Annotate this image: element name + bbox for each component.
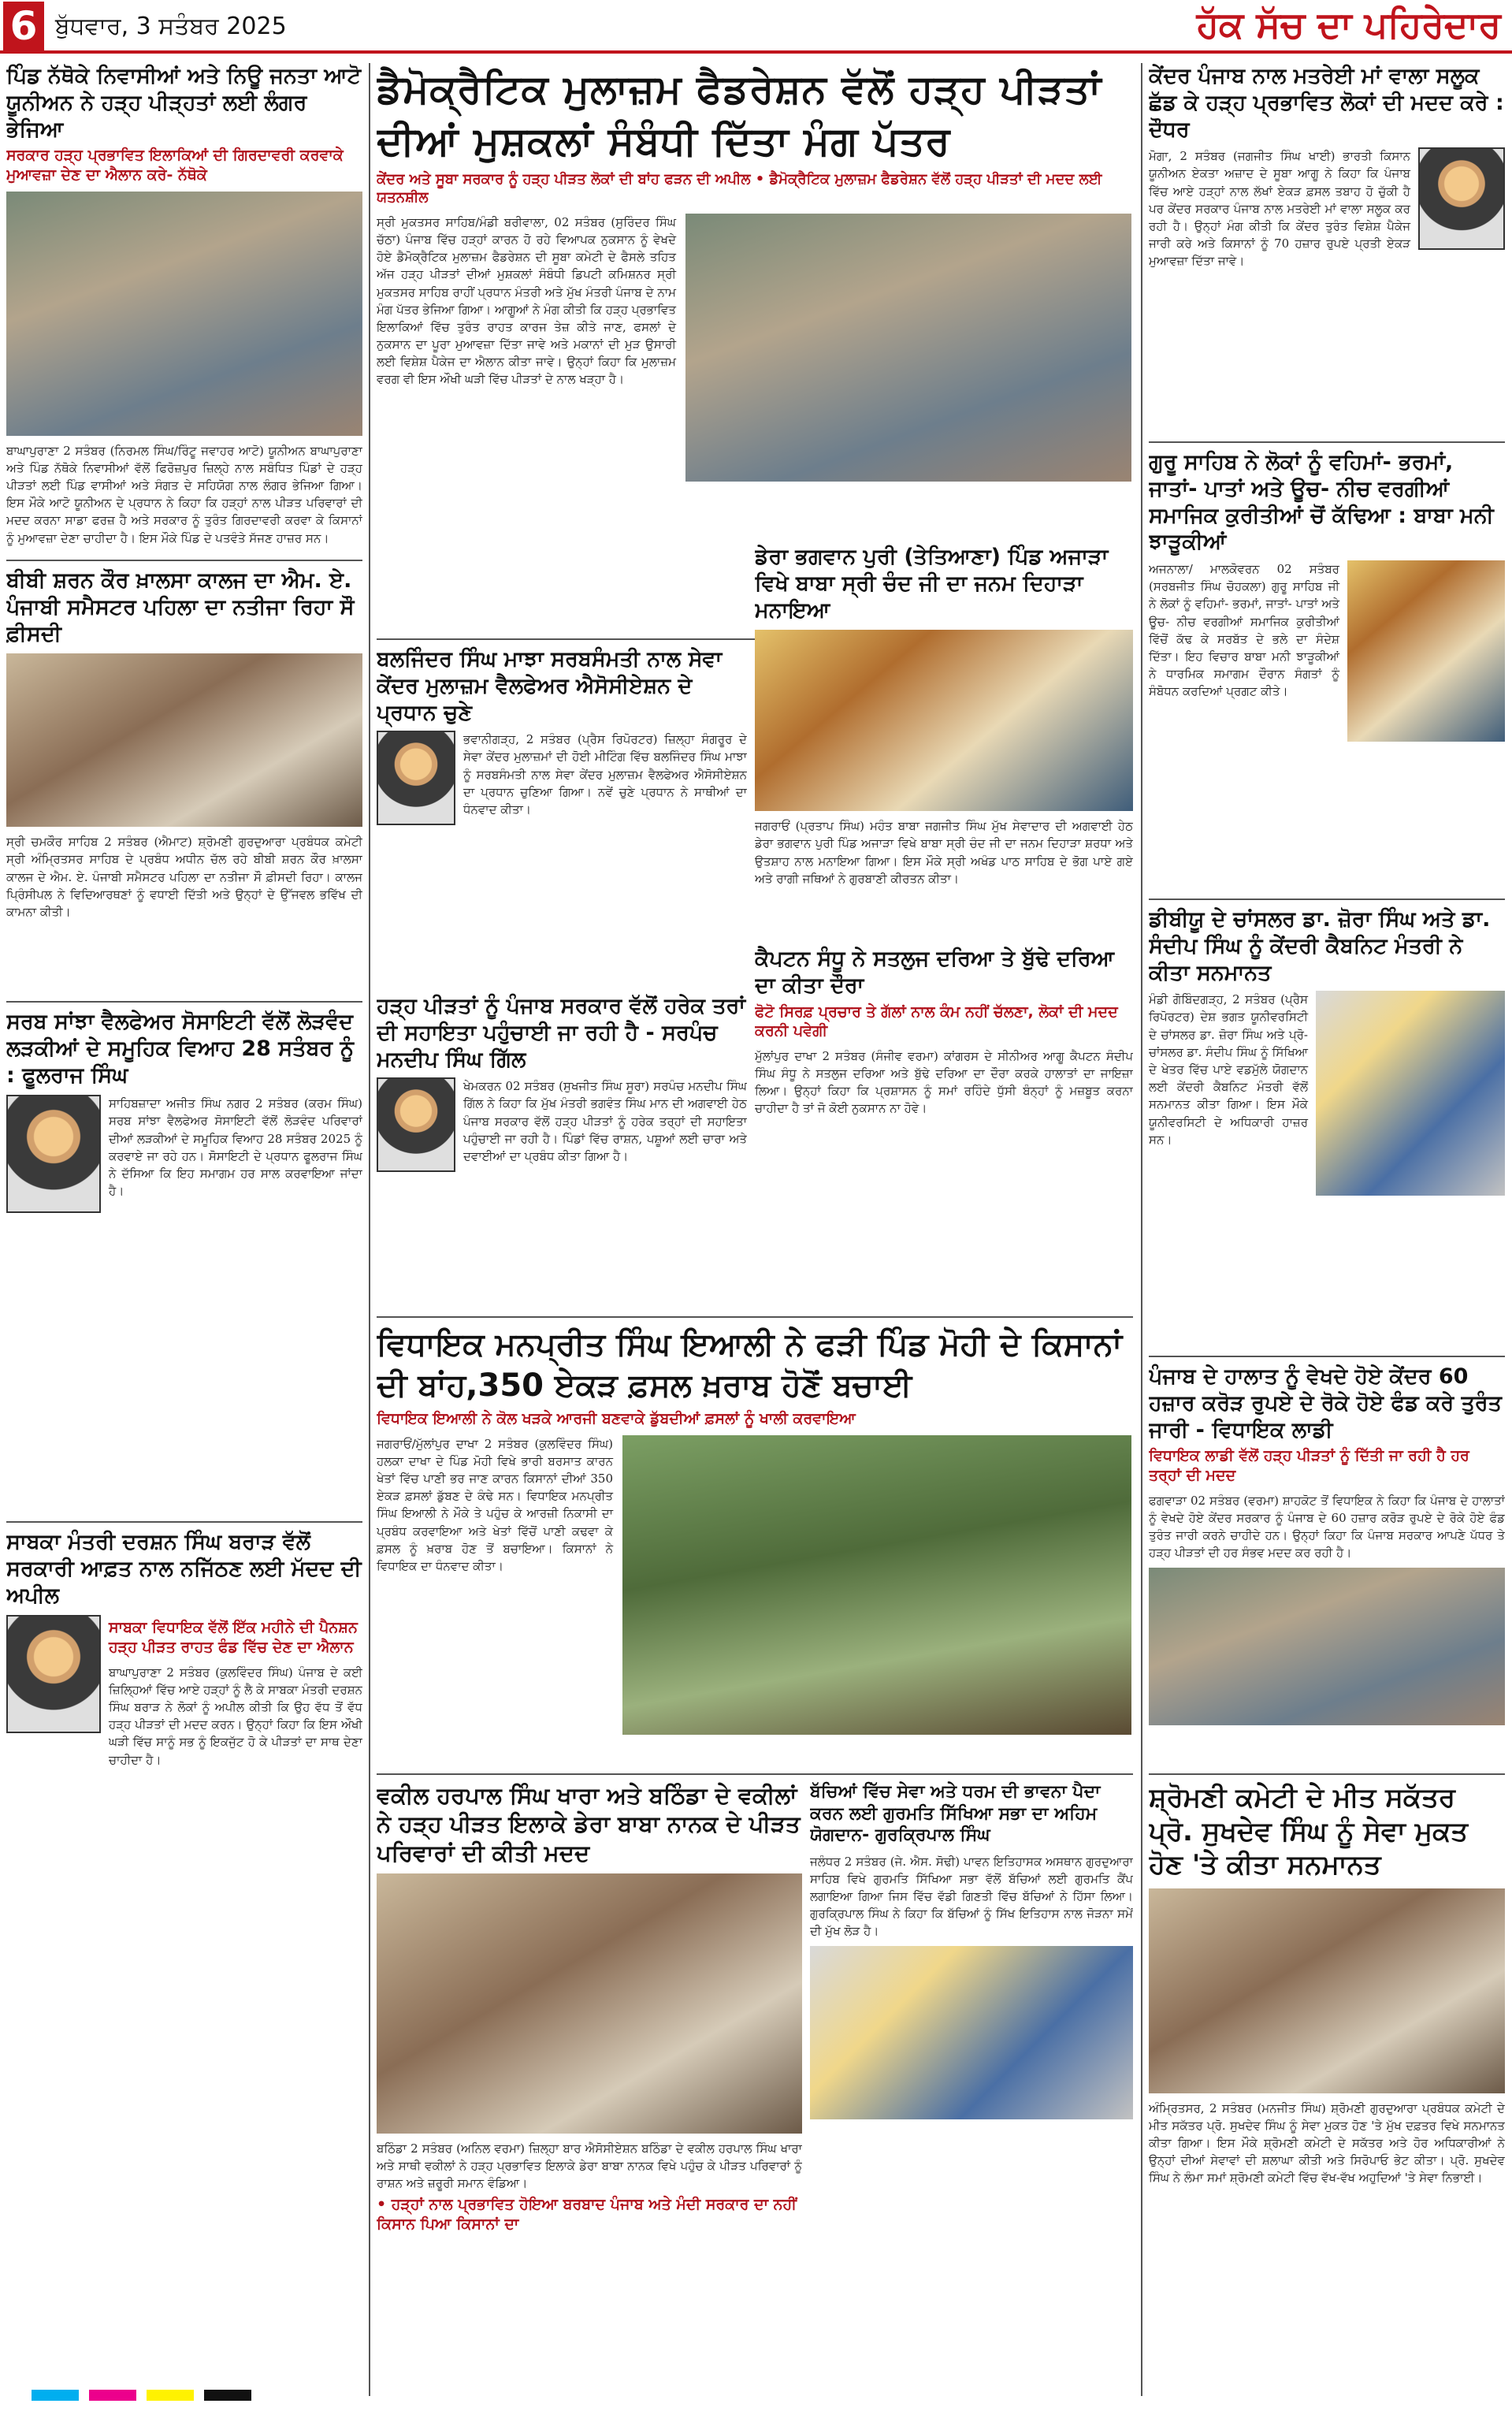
article-guru-sahib bbox=[1149, 449, 1505, 891]
headline: ਪਿੰਡ ਨੱਥੋਕੇ ਨਿਵਾਸੀਆਂ ਅਤੇ ਨਿਊ ਜਨਤਾ ਆਟੋ ਯੂਨੀਅਨ ਨੇ ਹੜ੍ਹ ਪੀੜ੍ਹਤਾਂ ਲਈ ਲੰਗਰ ਭੇਜਿਆ bbox=[6, 64, 362, 142]
newspaper-brand: ਹੱਕ ਸੱਚ ਦਾ ਪਹਿਰੇਦਾਰ bbox=[1196, 3, 1501, 46]
cyan-mark bbox=[32, 2390, 79, 2401]
article-body: ਖੇਮਕਰਨ 02 ਸਤੰਬਰ (ਸੁਖਜੀਤ ਸਿੰਘ ਸੂਰਾ) ਸਰਪੰਚ ਮਨਦੀਪ ਸਿੰਘ ਗਿੱਲ ਨੇ ਕਿਹਾ ਕਿ ਮੁੱਖ ਮੰਤਰੀ ਭਗਵੰਤ ਸਿੰਘ ਮਾਨ ਦੀ ਅਗਵਾਈ ਹੇਠ ਪੰਜਾਬ ਸਰਕਾਰ ਵੱਲੋਂ ਹੜ੍ਹ ਪੀੜਤਾਂ ਨੂੰ ਹਰੇਕ ਤਰ੍ਹਾਂ ਦੀ ਸਹਾਇਤਾ ਪਹੁੰਚਾਈ ਜਾ ਰਹੀ ਹੈ। ਪਿੰਡਾਂ ਵਿੱਚ ਰਾਸ਼ਨ, ਪਸ਼ੂਆਂ ਲਈ ਚਾਰਾ ਅਤੇ ਦਵਾਈਆਂ ਦਾ ਪ੍ਰਬੰਧ ਕੀਤਾ ਗਿਆ ਹੈ। bbox=[463, 1079, 747, 1163]
article-centre-stepmother bbox=[1149, 63, 1505, 433]
divider bbox=[6, 560, 362, 561]
article-body: ਅੰਮ੍ਰਿਤਸਰ, 2 ਸਤੰਬਰ (ਮਨਜੀਤ ਸਿੰਘ) ਸ਼੍ਰੋਮਣੀ ਗੁਰਦੁਆਰਾ ਪ੍ਰਬੰਧਕ ਕਮੇਟੀ ਦੇ ਮੀਤ ਸਕੱਤਰ ਪ੍ਰੋ. ਸੁਖਦੇਵ ਸਿੰਘ ਨੂੰ ਸੇਵਾ ਮੁਕਤ ਹੋਣ 'ਤੇ ਮੁੱਖ ਦਫ਼ਤਰ ਵਿਖੇ ਸਨਮਾਨਤ ਕੀਤਾ ਗਿਆ। ਇਸ ਮੌਕੇ ਸ਼੍ਰੋਮਣੀ ਕਮੇਟੀ ਦੇ ਸਕੱਤਰ ਅਤੇ ਹੋਰ ਅਧਿਕਾਰੀਆਂ ਨੇ ਉਨ੍ਹਾਂ ਦੀਆਂ ਸੇਵਾਵਾਂ ਦੀ ਸ਼ਲਾਘਾ ਕੀਤੀ ਅਤੇ ਸਿਰੋਪਾਓ ਭੇਟ ਕੀਤਾ। ਪ੍ਰੋ. ਸੁਖਦੇਵ ਸਿੰਘ ਨੇ ਲੰਮਾ ਸਮਾਂ ਸ਼੍ਰੋਮਣੀ ਕਮੇਟੀ ਵਿੱਚ ਵੱਖ-ਵੱਖ ਅਹੁਦਿਆਂ 'ਤੇ ਸੇਵਾ ਨਿਭਾਈ। bbox=[1149, 2100, 1505, 2186]
news-photo bbox=[1149, 1888, 1505, 2093]
headline: ਸਾਬਕਾ ਮੰਤਰੀ ਦਰਸ਼ਨ ਸਿੰਘ ਬਰਾੜ ਵੱਲੋਂ ਸਰਕਾਰੀ ਆਫ਼ਤ ਨਾਲ ਨਜਿੱਠਣ ਲਈ ਮੱਦਦ ਦੀ ਅਪੀਲ bbox=[6, 1530, 362, 1608]
subheadline: ਕੇਂਦਰ ਅਤੇ ਸੂਬਾ ਸਰਕਾਰ ਨੂੰ ਹੜ੍ਹ ਪੀੜਤ ਲੋਕਾਂ ਦੀ ਬਾਂਹ ਫੜਨ ਦੀ ਅਪੀਲ • ਡੈਮੋਕ੍ਰੈਟਿਕ ਮੁਲਾਜ਼ਮ ਫੈਡਰੇਸ਼ਨ ਵੱਲੋਂ ਹੜ੍ਹ ਪੀੜਤਾਂ ਦੀ ਮਦਦ ਲਈ ਯਤਨਸ਼ੀਲ bbox=[377, 171, 1102, 206]
headline: ਪੰਜਾਬ ਦੇ ਹਾਲਾਤ ਨੂੰ ਵੇਖਦੇ ਹੋਏ ਕੇਂਦਰ 60 ਹਜ਼ਾਰ ਕਰੋੜ ਰੁਪਏ ਦੇ ਰੋਕੇ ਹੋਏ ਫੰਡ ਕਰੇ ਤੁਰੰਤ ਜਾਰੀ - ਵਿਧਾਇਕ ਲਾਡੀ bbox=[1149, 1364, 1502, 1442]
article-mass-wedding bbox=[6, 1009, 362, 1513]
article-body: ਮੋਗਾ, 2 ਸਤੰਬਰ (ਜਗਜੀਤ ਸਿੰਘ ਖਾਈ) ਭਾਰਤੀ ਕਿਸਾਨ ਯੂਨੀਅਨ ਏਕਤਾ ਅਜ਼ਾਦ ਦੇ ਸੂਬਾ ਆਗੂ ਨੇ ਕਿਹਾ ਕਿ ਪੰਜਾਬ ਵਿੱਚ ਆਏ ਹੜ੍ਹਾਂ ਨਾਲ ਲੱਖਾਂ ਏਕੜ ਫ਼ਸਲ ਤਬਾਹ ਹੋ ਚੁੱਕੀ ਹੈ ਪਰ ਕੇਂਦਰ ਸਰਕਾਰ ਪੰਜਾਬ ਨਾਲ ਮਤਰੇਈ ਮਾਂ ਵਾਲਾ ਸਲੂਕ ਕਰ ਰਹੀ ਹੈ। ਉਨ੍ਹਾਂ ਮੰਗ ਕੀਤੀ ਕਿ ਕੇਂਦਰ ਤੁਰੰਤ ਵਿਸ਼ੇਸ਼ ਪੈਕੇਜ ਜਾਰੀ ਕਰੇ ਅਤੇ ਕਿਸਾਨਾਂ ਨੂੰ 70 ਹਜ਼ਾਰ ਰੁਪਏ ਪ੍ਰਤੀ ਏਕੜ ਮੁਆਵਜ਼ਾ ਦਿੱਤਾ ਜਾਵੇ। bbox=[1149, 149, 1410, 269]
article-body: ਜਗਰਾਓਂ (ਪ੍ਰਤਾਪ ਸਿੰਘ) ਮਹੰਤ ਬਾਬਾ ਜਗਜੀਤ ਸਿੰਘ ਮੁੱਖ ਸੇਵਾਦਾਰ ਦੀ ਅਗਵਾਈ ਹੇਠ ਡੇਰਾ ਭਗਵਾਨ ਪੁਰੀ ਪਿੰਡ ਅਜਾੜਾ ਵਿਖੇ ਬਾਬਾ ਸ੍ਰੀ ਚੰਦ ਜੀ ਦਾ ਜਨਮ ਦਿਹਾੜਾ ਸ਼ਰਧਾ ਅਤੇ ਉਤਸ਼ਾਹ ਨਾਲ ਮਨਾਇਆ ਗਿਆ। ਇਸ ਮੌਕੇ ਸ੍ਰੀ ਅਖੰਡ ਪਾਠ ਸਾਹਿਬ ਦੇ ਭੋਗ ਪਾਏ ਗਏ ਅਤੇ ਰਾਗੀ ਜਥਿਆਂ ਨੇ ਗੁਰਬਾਣੀ ਕੀਰਤਨ ਕੀਤਾ। bbox=[755, 819, 1133, 886]
headline: ਸਰਬ ਸਾਂਝਾ ਵੈਲਫੇਅਰ ਸੋਸਾਇਟੀ ਵੱਲੋਂ ਲੋੜਵੰਦ ਲੜਕੀਆਂ ਦੇ ਸਮੂਹਿਕ ਵਿਆਹ 28 ਸਤੰਬਰ ਨੂੰ : ਫੂਲਰਾਜ ਸਿੰਘ bbox=[6, 1010, 355, 1088]
divider bbox=[6, 1001, 362, 1003]
masthead bbox=[0, 0, 1512, 54]
headline: ਬੀਬੀ ਸ਼ਰਨ ਕੌਰ ਖ਼ਾਲਸਾ ਕਾਲਜ ਦਾ ਐਮ. ਏ. ਪੰਜਾਬੀ ਸਮੈਸਟਰ ਪਹਿਲਾ ਦਾ ਨਤੀਜਾ ਰਿਹਾ ਸੌ ਫ਼ੀਸਦੀ bbox=[6, 568, 355, 646]
black-mark bbox=[204, 2390, 251, 2401]
news-photo bbox=[6, 192, 362, 436]
news-photo bbox=[6, 653, 362, 827]
subheadline: ਸਾਬਕਾ ਵਿਧਾਇਕ ਵੱਲੋਂ ਇੱਕ ਮਹੀਨੇ ਦੀ ਪੈਨਸ਼ਨ ਹੜ੍ਹ ਪੀੜਤ ਰਾਹਤ ਫੰਡ ਵਿੱਚ ਦੇਣ ਦਾ ਐਲਾਨ bbox=[109, 1619, 358, 1656]
article-gurmat-sabha bbox=[810, 1781, 1133, 2396]
divider bbox=[377, 1773, 1133, 1775]
divider bbox=[1149, 1773, 1505, 1775]
news-photo bbox=[755, 630, 1133, 811]
lead-headline: ਡੈਮੋਕ੍ਰੈਟਿਕ ਮੁਲਾਜ਼ਮ ਫੈਡਰੇਸ਼ਨ ਵੱਲੋਂ ਹੜ੍ਹ ਪੀੜਤਾਂ ਦੀਆਂ ਮੁਸ਼ਕਲਾਂ ਸੰਬੰਧੀ ਦਿੱਤਾ ਮੰਗ ਪੱਤਰ bbox=[377, 66, 1102, 164]
news-photo bbox=[685, 214, 1131, 482]
news-photo bbox=[377, 1873, 802, 2134]
page-number: 6 bbox=[3, 2, 44, 50]
article-body: ਮੰਡੀ ਗੋਬਿੰਦਗੜ੍ਹ, 2 ਸਤੰਬਰ (ਪ੍ਰੈਸ ਰਿਪੋਰਟਰ) ਦੇਸ਼ ਭਗਤ ਯੂਨੀਵਰਸਿਟੀ ਦੇ ਚਾਂਸਲਰ ਡਾ. ਜ਼ੋਰਾ ਸਿੰਘ ਅਤੇ ਪ੍ਰੋ-ਚਾਂਸਲਰ ਡਾ. ਸੰਦੀਪ ਸਿੰਘ ਨੂੰ ਸਿੱਖਿਆ ਦੇ ਖੇਤਰ ਵਿੱਚ ਪਾਏ ਵਡਮੁੱਲੇ ਯੋਗਦਾਨ ਲਈ ਕੇਂਦਰੀ ਕੈਬਨਿਟ ਮੰਤਰੀ ਵੱਲੋਂ ਸਨਮਾਨਤ ਕੀਤਾ ਗਿਆ। ਇਸ ਮੌਕੇ ਯੂਨੀਵਰਸਿਟੀ ਦੇ ਅਧਿਕਾਰੀ ਹਾਜ਼ਰ ਸਨ। bbox=[1149, 992, 1308, 1147]
article-college-result bbox=[6, 567, 362, 993]
article-body: ਸ੍ਰੀ ਮੁਕਤਸਰ ਸਾਹਿਬ/ਮੰਡੀ ਬਰੀਵਾਲਾ, 02 ਸਤੰਬਰ (ਸੁਰਿੰਦਰ ਸਿੰਘ ਚੱਠਾ) ਪੰਜਾਬ ਵਿੱਚ ਹੜ੍ਹਾਂ ਕਾਰਨ ਹੋ ਰਹੇ ਵਿਆਪਕ ਨੁਕਸਾਨ ਨੂੰ ਵੇਖਦੇ ਹੋਏ ਡੈਮੋਕ੍ਰੈਟਿਕ ਮੁਲਾਜ਼ਮ ਫੈਡਰੇਸ਼ਨ ਦੀ ਸੂਬਾ ਕਮੇਟੀ ਦੇ ਫੈਸਲੇ ਤਹਿਤ ਅੱਜ ਹੜ੍ਹ ਪੀੜਤਾਂ ਦੀਆਂ ਮੁਸ਼ਕਲਾਂ ਸੰਬੰਧੀ ਡਿਪਟੀ ਕਮਿਸ਼ਨਰ ਸ੍ਰੀ ਮੁਕਤਸਰ ਸਾਹਿਬ ਰਾਹੀਂ ਪ੍ਰਧਾਨ ਮੰਤਰੀ ਅਤੇ ਮੁੱਖ ਮੰਤਰੀ ਪੰਜਾਬ ਦੇ ਨਾਮ ਮੰਗ ਪੱਤਰ ਭੇਜਿਆ ਗਿਆ। ਆਗੂਆਂ ਨੇ ਮੰਗ ਕੀਤੀ ਕਿ ਹੜ੍ਹ ਪ੍ਰਭਾਵਿਤ ਇਲਾਕਿਆਂ ਵਿੱਚ ਤੁਰੰਤ ਰਾਹਤ ਕਾਰਜ ਤੇਜ਼ ਕੀਤੇ ਜਾਣ, ਫਸਲਾਂ ਦੇ ਨੁਕਸਾਨ ਦਾ ਪੂਰਾ ਮੁਆਵਜ਼ਾ ਦਿੱਤਾ ਜਾਵੇ ਅਤੇ ਮਕਾਨਾਂ ਦੀ ਮੁੜ ਉਸਾਰੀ ਲਈ ਵਿਸ਼ੇਸ਼ ਪੈਕੇਜ ਦਾ ਐਲਾਨ ਕੀਤਾ ਜਾਵੇ। ਉਨ੍ਹਾਂ ਕਿਹਾ ਕਿ ਮੁਲਾਜ਼ਮ ਵਰਗ ਵੀ ਇਸ ਔਖੀ ਘੜੀ ਵਿੱਚ ਪੀੜਤਾਂ ਦੇ ਨਾਲ ਖੜ੍ਹਾ ਹੈ। bbox=[377, 214, 676, 387]
divider bbox=[1149, 441, 1505, 443]
article-baba-sri-chand bbox=[755, 544, 1133, 938]
article-body: ਬਾਘਾਪੁਰਾਣਾ 2 ਸਤੰਬਰ (ਨਿਰਮਲ ਸਿੰਘ/ਰਿੰਟੂ ਜਵਾਹਰ ਆਟੋ) ਯੂਨੀਅਨ ਬਾਘਾਪੁਰਾਣਾ ਅਤੇ ਪਿੰਡ ਨੱਥੋਕੇ ਨਿਵਾਸੀਆਂ ਵੱਲੋਂ ਫਿਰੋਜ਼ਪੁਰ ਜ਼ਿਲ੍ਹੇ ਨਾਲ ਸਬੰਧਿਤ ਪਿੰਡਾਂ ਦੇ ਹੜ੍ਹ ਪੀੜਤਾਂ ਲਈ ਪਿੰਡ ਵਾਸੀਆਂ ਅਤੇ ਸੰਗਤ ਦੇ ਸਹਿਯੋਗ ਨਾਲ ਲੰਗਰ ਭੇਜਿਆ ਗਿਆ। ਇਸ ਮੌਕੇ ਆਟੋ ਯੂਨੀਅਨ ਦੇ ਪ੍ਰਧਾਨ ਨੇ ਕਿਹਾ ਕਿ ਹੜ੍ਹਾਂ ਨਾਲ ਪੀੜਤ ਪਰਿਵਾਰਾਂ ਦੀ ਮਦਦ ਕਰਨਾ ਸਾਡਾ ਫਰਜ਼ ਹੈ ਅਤੇ ਸਰਕਾਰ ਨੂੰ ਤੁਰੰਤ ਗਿਰਦਾਵਰੀ ਕਰਵਾ ਕੇ ਕਿਸਾਨਾਂ ਨੂੰ ਮੁਆਵਜ਼ਾ ਦੇਣਾ ਚਾਹੀਦਾ ਹੈ। ਇਸ ਮੌਕੇ ਪਿੰਡ ਦੇ ਪਤਵੰਤੇ ਸੱਜਣ ਹਾਜ਼ਰ ਸਨ। bbox=[6, 443, 362, 545]
issue-date: ਬੁੱਧਵਾਰ, 3 ਸਤੰਬਰ 2025 bbox=[55, 13, 287, 40]
headline: ਡੀਬੀਯੂ ਦੇ ਚਾਂਸਲਰ ਡਾ. ਜ਼ੋਰਾ ਸਿੰਘ ਅਤੇ ਡਾ. ਸੰਦੀਪ ਸਿੰਘ ਨੂੰ ਕੇਂਦਰੀ ਕੈਬਨਿਟ ਮੰਤਰੀ ਨੇ ਕੀਤਾ ਸਨਮਾਨਤ bbox=[1149, 907, 1491, 985]
article-mla-ayali bbox=[377, 1324, 1133, 1765]
headline: ਕੈਪਟਨ ਸੰਧੂ ਨੇ ਸਤਲੁਜ ਦਰਿਆ ਤੇ ਬੁੱਢੇ ਦਰਿਆ ਦਾ ਕੀਤਾ ਦੌਰਾ bbox=[755, 947, 1114, 998]
yellow-mark bbox=[147, 2390, 194, 2401]
article-body: ਜਲੰਧਰ 2 ਸਤੰਬਰ (ਜੇ. ਐਸ. ਸੋਢੀ) ਪਾਵਨ ਇਤਿਹਾਸਕ ਅਸਥਾਨ ਗੁਰਦੁਆਰਾ ਸਾਹਿਬ ਵਿਖੇ ਗੁਰਮਤਿ ਸਿੱਖਿਆ ਸਭਾ ਵੱਲੋਂ ਬੱਚਿਆਂ ਲਈ ਗੁਰਮਤਿ ਕੈਂਪ ਲਗਾਇਆ ਗਿਆ ਜਿਸ ਵਿੱਚ ਵੱਡੀ ਗਿਣਤੀ ਵਿੱਚ ਬੱਚਿਆਂ ਨੇ ਹਿੱਸਾ ਲਿਆ। ਗੁਰਕ੍ਰਿਪਾਲ ਸਿੰਘ ਨੇ ਕਿਹਾ ਕਿ ਬੱਚਿਆਂ ਨੂੰ ਸਿੱਖ ਇਤਿਹਾਸ ਨਾਲ ਜੋੜਨਾ ਸਮੇਂ ਦੀ ਮੁੱਖ ਲੋੜ ਹੈ। bbox=[810, 1854, 1133, 1939]
article-body: ਜਗਰਾਓਂ/ਮੁੱਲਾਂਪੁਰ ਦਾਖਾ 2 ਸਤੰਬਰ (ਕੁਲਵਿੰਦਰ ਸਿੰਘ) ਹਲਕਾ ਦਾਖਾ ਦੇ ਪਿੰਡ ਮੋਹੀ ਵਿਖੇ ਭਾਰੀ ਬਰਸਾਤ ਕਾਰਨ ਖੇਤਾਂ ਵਿੱਚ ਪਾਣੀ ਭਰ ਜਾਣ ਕਾਰਨ ਕਿਸਾਨਾਂ ਦੀਆਂ 350 ਏਕੜ ਫ਼ਸਲਾਂ ਡੁੱਬਣ ਦੇ ਕੰਢੇ ਸਨ। ਵਿਧਾਇਕ ਮਨਪ੍ਰੀਤ ਸਿੰਘ ਇਆਲੀ ਨੇ ਮੌਕੇ ਤੇ ਪਹੁੰਚ ਕੇ ਆਰਜ਼ੀ ਨਿਕਾਸੀ ਦਾ ਪ੍ਰਬੰਧ ਕਰਵਾਇਆ ਅਤੇ ਖੇਤਾਂ ਵਿੱਚੋਂ ਪਾਣੀ ਕਢਵਾ ਕੇ ਫ਼ਸਲ ਨੂੰ ਖ਼ਰਾਬ ਹੋਣ ਤੋਂ ਬਚਾਇਆ। ਕਿਸਾਨਾਂ ਨੇ ਵਿਧਾਇਕ ਦਾ ਧੰਨਵਾਦ ਕੀਤਾ। bbox=[377, 1436, 613, 1573]
headline: ਵਕੀਲ ਹਰਪਾਲ ਸਿੰਘ ਖਾਰਾ ਅਤੇ ਬਠਿੰਡਾ ਦੇ ਵਕੀਲਾਂ ਨੇ ਹੜ੍ਹ ਪੀੜਤ ਇਲਾਕੇ ਡੇਰਾ ਬਾਬਾ ਨਾਨਕ ਦੇ ਪੀੜਤ ਪਰਿਵਾਰਾਂ ਦੀ ਕੀਤੀ ਮਦਦ bbox=[377, 1782, 801, 1866]
headline: ਡੇਰਾ ਭਗਵਾਨ ਪੁਰੀ (ਤੇਤਿਆਣਾ) ਪਿੰਡ ਅਜਾੜਾ ਵਿਖੇ ਬਾਬਾ ਸ੍ਰੀ ਚੰਦ ਜੀ ਦਾ ਜਨਮ ਦਿਹਾੜਾ ਮਨਾਇਆ bbox=[755, 545, 1109, 623]
portrait-photo bbox=[1418, 147, 1505, 250]
headline: ਹੜ੍ਹ ਪੀੜਤਾਂ ਨੂੰ ਪੰਜਾਬ ਸਰਕਾਰ ਵੱਲੋਂ ਹਰੇਕ ਤਰਾਂ ਦੀ ਸਹਾਇਤਾ ਪਹੁੰਚਾਈ ਜਾ ਰਹੀ ਹੈ - ਸਰਪੰਚ ਮਨਦੀਪ ਸਿੰਘ ਗਿੱਲ bbox=[377, 994, 745, 1072]
headline: ਗੁਰੂ ਸਾਹਿਬ ਨੇ ਲੋਕਾਂ ਨੂੰ ਵਹਿਮਾਂ- ਭਰਮਾਂ, ਜਾਤਾਂ- ਪਾਤਾਂ ਅਤੇ ਊਚ- ਨੀਚ ਵਰਗੀਆਂ ਸਮਾਜਿਕ ਕੁਰੀਤੀਆਂ ਚੋਂ ਕੱਢਿਆ : ਬਾਬਾ ਮਨੀ ਝਾੜੂਕੀਆਂ bbox=[1149, 450, 1494, 555]
article-mla-ladi bbox=[1149, 1364, 1505, 1781]
subheadline: ਵਿਧਾਇਕ ਲਾਡੀ ਵੱਲੋਂ ਹੜ੍ਹ ਪੀੜਤਾਂ ਨੂੰ ਦਿੱਤੀ ਜਾ ਰਹੀ ਹੈ ਹਰ ਤਰ੍ਹਾਂ ਦੀ ਮਦਦ bbox=[1149, 1447, 1469, 1484]
headline: ਸ਼੍ਰੋਮਣੀ ਕਮੇਟੀ ਦੇ ਮੀਤ ਸਕੱਤਰ ਪ੍ਰੋ. ਸੁਖਦੇਵ ਸਿੰਘ ਨੂੰ ਸੇਵਾ ਮੁਕਤ ਹੋਣ 'ਤੇ ਕੀਤਾ ਸਨਮਾਨਤ bbox=[1149, 1782, 1469, 1881]
news-photo bbox=[622, 1435, 1131, 1735]
headline: ਵਿਧਾਇਕ ਮਨਪ੍ਰੀਤ ਸਿੰਘ ਇਆਲੀ ਨੇ ਫੜੀ ਪਿੰਡ ਮੋਹੀ ਦੇ ਕਿਸਾਨਾਂ ਦੀ ਬਾਂਹ,350 ਏਕੜ ਫ਼ਸਲ ਖ਼ਰਾਬ ਹੋਣੋਂ ਬਚਾਈ bbox=[377, 1326, 1123, 1404]
headline: ਬਲਜਿੰਦਰ ਸਿੰਘ ਮਾਝਾ ਸਰਬਸੰਮਤੀ ਨਾਲ ਸੇਵਾ ਕੇਂਦਰ ਮੁਲਾਜ਼ਮ ਵੈਲਫੇਅਰ ਐਸੋਸੀਏਸ਼ਨ ਦੇ ਪ੍ਰਧਾਨ ਚੁਣੇ bbox=[377, 647, 723, 725]
subheadline: ਫੋਟੋ ਸਿਰਫ਼ ਪ੍ਰਚਾਰ ਤੇ ਗੱਲਾਂ ਨਾਲ ਕੰਮ ਨਹੀਂ ਚੱਲਣਾ, ਲੋਕਾਂ ਦੀ ਮਦਦ ਕਰਨੀ ਪਵੇਗੀ bbox=[755, 1003, 1118, 1040]
article-body: ਭਵਾਨੀਗੜ੍ਹ, 2 ਸਤੰਬਰ (ਪ੍ਰੈਸ ਰਿਪੋਰਟਰ) ਜ਼ਿਲ੍ਹਾ ਸੰਗਰੂਰ ਦੇ ਸੇਵਾ ਕੇਂਦਰ ਮੁਲਾਜ਼ਮਾਂ ਦੀ ਹੋਈ ਮੀਟਿੰਗ ਵਿੱਚ ਬਲਜਿੰਦਰ ਸਿੰਘ ਮਾਝਾ ਨੂੰ ਸਰਬਸੰਮਤੀ ਨਾਲ ਸੇਵਾ ਕੇਂਦਰ ਮੁਲਾਜ਼ਮ ਵੈਲਫੇਅਰ ਐਸੋਸੀਏਸ਼ਨ ਦਾ ਪ੍ਰਧਾਨ ਚੁਣਿਆ ਗਿਆ। ਨਵੇਂ ਚੁਣੇ ਪ੍ਰਧਾਨ ਨੇ ਸਾਥੀਆਂ ਦਾ ਧੰਨਵਾਦ ਕੀਤਾ। bbox=[463, 732, 747, 817]
news-photo bbox=[1316, 991, 1505, 1196]
subheadline: • ਹੜ੍ਹਾਂ ਨਾਲ ਪ੍ਰਭਾਵਿਤ ਹੋਇਆ ਬਰਬਾਦ ਪੰਜਾਬ ਅਤੇ ਮੰਦੀ ਸਰਕਾਰ ਦਾ ਨਹੀਂ ਕਿਸਾਨ ਪਿਆ ਕਿਸਾਨਾਂ ਦਾ bbox=[377, 2196, 797, 2233]
column-rule bbox=[1141, 63, 1142, 2396]
divider bbox=[6, 1521, 362, 1523]
portrait-photo bbox=[377, 731, 455, 825]
subheadline: ਵਿਧਾਇਕ ਇਆਲੀ ਨੇ ਕੋਲ ਖੜਕੇ ਆਰਜੀ ਬਣਵਾਕੇ ਡੁੱਬਦੀਆਂ ਫ਼ਸਲਾਂ ਨੂੰ ਖਾਲੀ ਕਰਵਾਇਆ bbox=[377, 1410, 856, 1427]
magenta-mark bbox=[89, 2390, 136, 2401]
news-photo bbox=[1149, 1568, 1505, 1725]
divider bbox=[1149, 1356, 1505, 1357]
article-sarpanch-relief bbox=[377, 993, 747, 1308]
print-registration-marks bbox=[0, 2389, 1512, 2405]
article-body: ਸਾਹਿਬਜ਼ਾਦਾ ਅਜੀਤ ਸਿੰਘ ਨਗਰ 2 ਸਤੰਬਰ (ਕਰਮ ਸਿੰਘ) ਸਰਬ ਸਾਂਝਾ ਵੈਲਫੇਅਰ ਸੋਸਾਇਟੀ ਵੱਲੋਂ ਲੋੜਵੰਦ ਪਰਿਵਾਰਾਂ ਦੀਆਂ ਲੜਕੀਆਂ ਦੇ ਸਮੂਹਿਕ ਵਿਆਹ 28 ਸਤੰਬਰ 2025 ਨੂੰ ਕਰਵਾਏ ਜਾ ਰਹੇ ਹਨ। ਸੋਸਾਇਟੀ ਦੇ ਪ੍ਰਧਾਨ ਫੂਲਰਾਜ ਸਿੰਘ ਨੇ ਦੱਸਿਆ ਕਿ ਇਹ ਸਮਾਗਮ ਹਰ ਸਾਲ ਕਰਵਾਇਆ ਜਾਂਦਾ ਹੈ। bbox=[109, 1096, 362, 1199]
news-photo bbox=[810, 1946, 1133, 2119]
subheadline: ਸਰਕਾਰ ਹੜ੍ਹ ਪ੍ਰਭਾਵਿਤ ਇਲਾਕਿਆਂ ਦੀ ਗਿਰਦਾਵਰੀ ਕਰਵਾਕੇ ਮੁਆਵਜ਼ਾ ਦੇਣ ਦਾ ਐਲਾਨ ਕਰੇ- ਨੱਥੋਕੇ bbox=[6, 147, 344, 184]
article-captain-sandhu bbox=[755, 946, 1133, 1308]
divider bbox=[1149, 899, 1505, 900]
article-lawyers-help bbox=[377, 1781, 802, 2396]
article-former-minister bbox=[6, 1529, 362, 1860]
article-body: ਬਠਿੰਡਾ 2 ਸਤੰਬਰ (ਅਨਿਲ ਵਰਮਾ) ਜ਼ਿਲ੍ਹਾ ਬਾਰ ਐਸੋਸੀਏਸ਼ਨ ਬਠਿੰਡਾ ਦੇ ਵਕੀਲ ਹਰਪਾਲ ਸਿੰਘ ਖਾਰਾ ਅਤੇ ਸਾਥੀ ਵਕੀਲਾਂ ਨੇ ਹੜ੍ਹ ਪ੍ਰਭਾਵਿਤ ਇਲਾਕੇ ਡੇਰਾ ਬਾਬਾ ਨਾਨਕ ਵਿਖੇ ਪਹੁੰਚ ਕੇ ਪੀੜਤ ਪਰਿਵਾਰਾਂ ਨੂੰ ਰਾਸ਼ਨ ਅਤੇ ਜ਼ਰੂਰੀ ਸਮਾਨ ਵੰਡਿਆ। bbox=[377, 2141, 802, 2191]
article-dbu-chancellor bbox=[1149, 906, 1505, 1348]
article-body: ਮੁੱਲਾਂਪੁਰ ਦਾਖਾ 2 ਸਤੰਬਰ (ਸੰਜੀਵ ਵਰਮਾ) ਕਾਂਗਰਸ ਦੇ ਸੀਨੀਅਰ ਆਗੂ ਕੈਪਟਨ ਸੰਦੀਪ ਸਿੰਘ ਸੰਧੂ ਨੇ ਸਤਲੁਜ ਦਰਿਆ ਅਤੇ ਬੁੱਢੇ ਦਰਿਆ ਦਾ ਦੌਰਾ ਕਰਕੇ ਹਾਲਾਤਾਂ ਦਾ ਜਾਇਜ਼ਾ ਲਿਆ। ਉਨ੍ਹਾਂ ਕਿਹਾ ਕਿ ਪ੍ਰਸ਼ਾਸਨ ਨੂੰ ਸਮਾਂ ਰਹਿੰਦੇ ਧੁੱਸੀ ਬੰਨ੍ਹਾਂ ਨੂੰ ਮਜ਼ਬੂਤ ਕਰਨਾ ਚਾਹੀਦਾ ਹੈ ਤਾਂ ਜੋ ਕੋਈ ਨੁਕਸਾਨ ਨਾ ਹੋਵੇ। bbox=[755, 1048, 1133, 1116]
headline: ਕੇਂਦਰ ਪੰਜਾਬ ਨਾਲ ਮਤਰੇਈ ਮਾਂ ਵਾਲਾ ਸਲੂਕ ਛੱਡ ਕੇ ਹੜ੍ਹ ਪ੍ਰਭਾਵਿਤ ਲੋਕਾਂ ਦੀ ਮਦਦ ਕਰੇ : ਦੌਧਰ bbox=[1149, 64, 1504, 142]
article-body: ਬਾਘਾਪੁਰਾਣਾ 2 ਸਤੰਬਰ (ਕੁਲਵਿੰਦਰ ਸਿੰਘ) ਪੰਜਾਬ ਦੇ ਕਈ ਜ਼ਿਲ੍ਹਿਆਂ ਵਿੱਚ ਆਏ ਹੜ੍ਹਾਂ ਨੂੰ ਲੈ ਕੇ ਸਾਬਕਾ ਮੰਤਰੀ ਦਰਸ਼ਨ ਸਿੰਘ ਬਰਾੜ ਨੇ ਲੋਕਾਂ ਨੂੰ ਅਪੀਲ ਕੀਤੀ ਕਿ ਉਹ ਵੱਧ ਤੋਂ ਵੱਧ ਹੜ੍ਹ ਪੀੜਤਾਂ ਦੀ ਮਦਦ ਕਰਨ। ਉਨ੍ਹਾਂ ਕਿਹਾ ਕਿ ਇਸ ਔਖੀ ਘੜੀ ਵਿੱਚ ਸਾਨੂੰ ਸਭ ਨੂੰ ਇਕਜੁੱਟ ਹੋ ਕੇ ਪੀੜਤਾਂ ਦਾ ਸਾਥ ਦੇਣਾ ਚਾਹੀਦਾ ਹੈ। bbox=[109, 1665, 362, 1767]
article-langar bbox=[6, 63, 362, 552]
divider bbox=[377, 1316, 1133, 1318]
article-body: ਅਜਨਾਲਾ/ ਮਾਲਕੋਵਰਨ 02 ਸਤੰਬਰ (ਸਰਬਜੀਤ ਸਿੰਘ ਚੋਹਕਲਾ) ਗੁਰੂ ਸਾਹਿਬ ਜੀ ਨੇ ਲੋਕਾਂ ਨੂੰ ਵਹਿਮਾਂ- ਭਰਮਾਂ, ਜਾਤਾਂ- ਪਾਤਾਂ ਅਤੇ ਊਚ- ਨੀਚ ਵਰਗੀਆਂ ਸਮਾਜਿਕ ਕੁਰੀਤੀਆਂ ਵਿੱਚੋਂ ਕੱਢ ਕੇ ਸਰਬੱਤ ਦੇ ਭਲੇ ਦਾ ਸੰਦੇਸ਼ ਦਿੱਤਾ। ਇਹ ਵਿਚਾਰ ਬਾਬਾ ਮਨੀ ਝਾੜੂਕੀਆਂ ਨੇ ਧਾਰਮਿਕ ਸਮਾਗਮ ਦੌਰਾਨ ਸੰਗਤਾਂ ਨੂੰ ਸੰਬੋਧਨ ਕਰਦਿਆਂ ਪ੍ਰਗਟ ਕੀਤੇ। bbox=[1149, 562, 1339, 699]
article-body: ਫਗਵਾੜਾ 02 ਸਤੰਬਰ (ਵਰਮਾ) ਸ਼ਾਹਕੋਟ ਤੋਂ ਵਿਧਾਇਕ ਨੇ ਕਿਹਾ ਕਿ ਪੰਜਾਬ ਦੇ ਹਾਲਾਤਾਂ ਨੂੰ ਵੇਖਦੇ ਹੋਏ ਕੇਂਦਰ ਸਰਕਾਰ ਨੂੰ ਪੰਜਾਬ ਦੇ 60 ਹਜ਼ਾਰ ਕਰੋੜ ਰੁਪਏ ਦੇ ਰੋਕੇ ਹੋਏ ਫੰਡ ਤੁਰੰਤ ਜਾਰੀ ਕਰਨੇ ਚਾਹੀਦੇ ਹਨ। ਉਨ੍ਹਾਂ ਕਿਹਾ ਕਿ ਪੰਜਾਬ ਸਰਕਾਰ ਆਪਣੇ ਪੱਧਰ ਤੇ ਹੜ੍ਹ ਪੀੜਤਾਂ ਦੀ ਹਰ ਸੰਭਵ ਮਦਦ ਕਰ ਰਹੀ ਹੈ। bbox=[1149, 1493, 1505, 1561]
portrait-photo bbox=[6, 1615, 101, 1733]
portrait-photo bbox=[6, 1095, 101, 1213]
column-rule bbox=[369, 63, 370, 2396]
portrait-photo bbox=[377, 1077, 455, 1172]
headline: ਬੱਚਿਆਂ ਵਿੱਚ ਸੇਵਾ ਅਤੇ ਧਰਮ ਦੀ ਭਾਵਨਾ ਪੈਦਾ ਕਰਨ ਲਈ ਗੁਰਮਤਿ ਸਿੱਖਿਆ ਸਭਾ ਦਾ ਅਹਿਮ ਯੋਗਦਾਨ- ਗੁਰਕ੍ਰਿਪਾਲ ਸਿੰਘ bbox=[810, 1782, 1101, 1845]
article-sgpc-honour bbox=[1149, 1781, 1505, 2396]
news-photo bbox=[1347, 560, 1505, 742]
article-body: ਸ੍ਰੀ ਚਮਕੌਰ ਸਾਹਿਬ 2 ਸਤੰਬਰ (ਐਮਾਟ) ਸ਼੍ਰੋਮਣੀ ਗੁਰਦੁਆਰਾ ਪ੍ਰਬੰਧਕ ਕਮੇਟੀ ਸ੍ਰੀ ਅੰਮ੍ਰਿਤਸਰ ਸਾਹਿਬ ਦੇ ਪ੍ਰਬੰਧ ਅਧੀਨ ਚੱਲ ਰਹੇ ਬੀਬੀ ਸ਼ਰਨ ਕੌਰ ਖ਼ਾਲਸਾ ਕਾਲਜ ਦੇ ਐਮ. ਏ. ਪੰਜਾਬੀ ਸਮੈਸਟਰ ਪਹਿਲਾ ਦਾ ਨਤੀਜਾ ਸੌ ਫ਼ੀਸਦੀ ਰਿਹਾ। ਕਾਲਜ ਪ੍ਰਿੰਸੀਪਲ ਨੇ ਵਿਦਿਆਰਥਣਾਂ ਨੂੰ ਵਧਾਈ ਦਿੱਤੀ ਅਤੇ ਉਨ੍ਹਾਂ ਦੇ ਉੱਜਵਲ ਭਵਿੱਖ ਦੀ ਕਾਮਨਾ ਕੀਤੀ। bbox=[6, 835, 362, 919]
article-association-president bbox=[377, 646, 747, 828]
